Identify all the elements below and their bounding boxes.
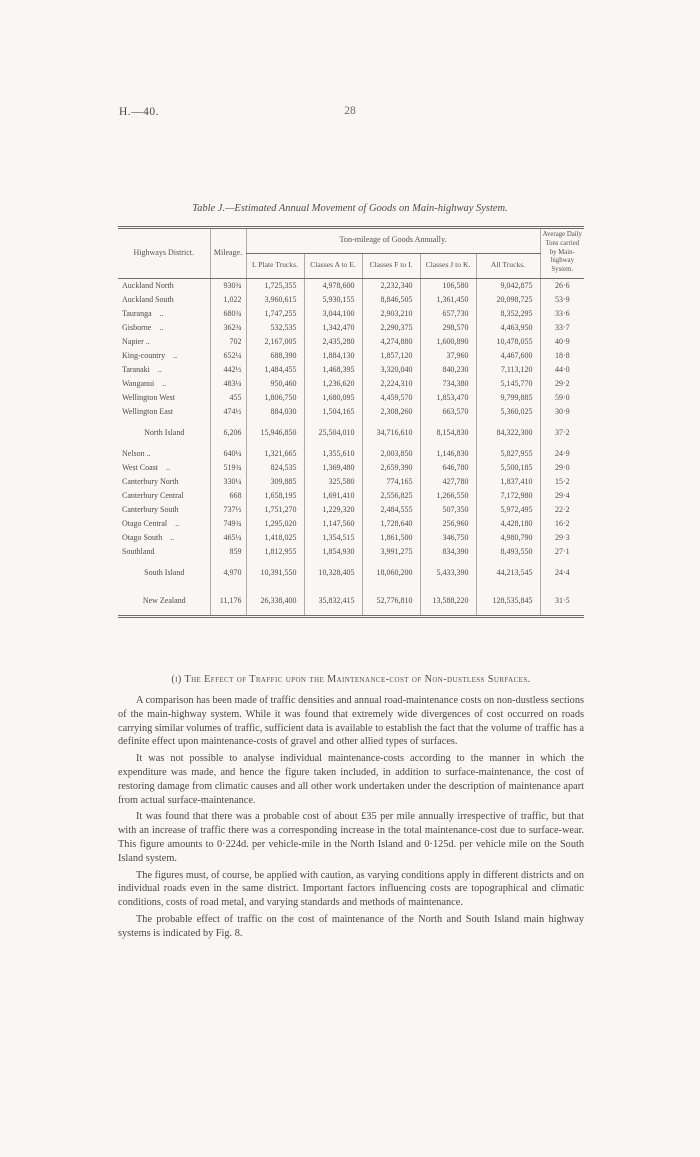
table-row	[118, 349, 584, 363]
table-row	[118, 335, 584, 349]
classes-f-to-i-cell: 2,903,210	[362, 307, 420, 321]
classes-f-to-i-cell: 2,484,555	[362, 503, 420, 517]
district-cell: Southland	[122, 547, 155, 557]
average-daily-tons-cell: 29·3	[540, 531, 584, 545]
l-plate-trucks-cell: 1,418,025	[246, 531, 304, 545]
district-cell: Otago South ..	[122, 533, 175, 543]
table-row	[118, 391, 584, 405]
mileage-cell: 474½	[210, 405, 246, 419]
table-total-row	[118, 587, 584, 617]
classes-a-to-e-cell: 1,342,470	[304, 321, 362, 335]
district-cell: Nelson ..	[122, 449, 151, 459]
district-cell: King-country ..	[122, 351, 178, 361]
average-daily-tons-cell: 59·0	[540, 391, 584, 405]
classes-j-to-k-cell: 256,960	[420, 517, 476, 531]
col-header-classes-f-to-i: Classes F to I.	[362, 254, 420, 279]
table-row	[118, 293, 584, 307]
average-daily-tons-cell: 15·2	[540, 475, 584, 489]
mileage-cell: 1,022	[210, 293, 246, 307]
mileage-cell: 737½	[210, 503, 246, 517]
district-cell: Tauranga ..	[122, 309, 164, 319]
classes-j-to-k-cell: 8,154,830	[420, 419, 476, 447]
classes-a-to-e-cell: 1,468,395	[304, 363, 362, 377]
average-daily-tons-cell: 37·2	[540, 419, 584, 447]
classes-f-to-i-cell: 2,659,390	[362, 461, 420, 475]
classes-f-to-i-cell: 8,846,505	[362, 293, 420, 307]
page-number: 28	[344, 105, 356, 117]
classes-a-to-e-cell: 1,884,130	[304, 349, 362, 363]
l-plate-trucks-cell: 1,812,955	[246, 545, 304, 559]
all-trucks-cell: 44,213,545	[476, 559, 540, 587]
l-plate-trucks-cell: 1,751,270	[246, 503, 304, 517]
average-daily-tons-cell: 40·9	[540, 335, 584, 349]
col-header-average-daily-tons: Average Daily Tons carried by Main-highway System.	[540, 228, 584, 279]
mileage-cell: 859	[210, 545, 246, 559]
classes-f-to-i-cell: 1,861,500	[362, 531, 420, 545]
l-plate-trucks-cell: 1,321,665	[246, 447, 304, 461]
l-plate-trucks-cell: 884,030	[246, 405, 304, 419]
all-trucks-cell: 4,428,180	[476, 517, 540, 531]
mileage-cell: 749¾	[210, 517, 246, 531]
table-row	[118, 307, 584, 321]
district-cell: Otago Central ..	[122, 519, 180, 529]
table-row	[118, 475, 584, 489]
l-plate-trucks-cell: 309,885	[246, 475, 304, 489]
body-paragraph: It was not possible to analyse individual maintenance-costs according to the manner in which the expenditure was made, and hence the figure taken included, in addition to surface-maintenance, the cost of restoring damage from climatic causes and all other work undertaken under the description of maintenance apart from actual surface-maintenance.	[118, 753, 584, 806]
district-cell: Wellington East	[122, 407, 174, 417]
average-daily-tons-cell: 27·1	[540, 545, 584, 559]
average-daily-tons-cell: 29·4	[540, 489, 584, 503]
all-trucks-cell: 8,352,295	[476, 307, 540, 321]
average-daily-tons-cell: 22·2	[540, 503, 584, 517]
district-cell: South Island	[144, 568, 185, 578]
mileage-cell: 930¾	[210, 279, 246, 294]
l-plate-trucks-cell: 1,295,020	[246, 517, 304, 531]
table-row	[118, 503, 584, 517]
classes-j-to-k-cell: 5,433,390	[420, 559, 476, 587]
classes-a-to-e-cell: 1,369,480	[304, 461, 362, 475]
classes-j-to-k-cell: 13,588,220	[420, 587, 476, 617]
classes-a-to-e-cell: 1,236,620	[304, 377, 362, 391]
table-row	[118, 377, 584, 391]
classes-j-to-k-cell: 507,350	[420, 503, 476, 517]
district-cell: Taranaki ..	[122, 365, 162, 375]
l-plate-trucks-cell: 15,946,850	[246, 419, 304, 447]
table-row	[118, 447, 584, 461]
classes-a-to-e-cell: 4,978,600	[304, 279, 362, 294]
average-daily-tons-cell: 26·6	[540, 279, 584, 294]
classes-f-to-i-cell: 4,459,570	[362, 391, 420, 405]
classes-a-to-e-cell: 325,580	[304, 475, 362, 489]
average-daily-tons-cell: 24·9	[540, 447, 584, 461]
mileage-cell: 465¼	[210, 531, 246, 545]
table-title: Table J.—Estimated Annual Movement of Goods on Main-highway System.	[192, 203, 508, 214]
district-cell: Canterbury North	[122, 477, 179, 487]
section-heading: (i) The Effect of Traffic upon the Maintenance-cost of Non-dustless Surfaces.	[171, 674, 531, 685]
l-plate-trucks-cell: 2,167,005	[246, 335, 304, 349]
mileage-cell: 11,176	[210, 587, 246, 617]
all-trucks-cell: 1,837,410	[476, 475, 540, 489]
table-row	[118, 489, 584, 503]
classes-a-to-e-cell: 35,832,415	[304, 587, 362, 617]
table-row	[118, 545, 584, 559]
table-row	[118, 363, 584, 377]
mileage-cell: 519¾	[210, 461, 246, 475]
average-daily-tons-cell: 30·9	[540, 405, 584, 419]
col-header-l-plate-trucks: L Plate Trucks.	[246, 254, 304, 279]
mileage-cell: 455	[210, 391, 246, 405]
report-number: H.—40.	[119, 106, 160, 118]
l-plate-trucks-cell: 532,535	[246, 321, 304, 335]
body-paragraph: A comparison has been made of traffic densities and annual road-maintenance costs on non-dustless sections of the main-highway system. While it was found that extremely wide divergences of cost occurred on roads carrying similar volumes of traffic, sufficient data is available to establish the fact that the volume of traffic has a definite effect upon maintenance-costs of gravel and other allied types of surfaces.	[118, 695, 584, 748]
classes-a-to-e-cell: 2,435,280	[304, 335, 362, 349]
table-row	[118, 321, 584, 335]
classes-f-to-i-cell: 34,716,610	[362, 419, 420, 447]
mileage-cell: 483¼	[210, 377, 246, 391]
mileage-cell: 652¼	[210, 349, 246, 363]
district-cell: West Coast ..	[122, 463, 171, 473]
average-daily-tons-cell: 29·2	[540, 377, 584, 391]
classes-a-to-e-cell: 25,504,010	[304, 419, 362, 447]
l-plate-trucks-cell: 688,390	[246, 349, 304, 363]
mileage-cell: 4,970	[210, 559, 246, 587]
classes-j-to-k-cell: 37,960	[420, 349, 476, 363]
average-daily-tons-cell: 29·0	[540, 461, 584, 475]
all-trucks-cell: 8,493,550	[476, 545, 540, 559]
average-daily-tons-cell: 33·7	[540, 321, 584, 335]
mileage-cell: 6,206	[210, 419, 246, 447]
average-daily-tons-cell: 53·9	[540, 293, 584, 307]
classes-a-to-e-cell: 1,147,560	[304, 517, 362, 531]
classes-j-to-k-cell: 1,853,470	[420, 391, 476, 405]
classes-f-to-i-cell: 2,308,260	[362, 405, 420, 419]
table-total-row	[118, 559, 584, 587]
body-paragraph: It was found that there was a probable cost of about £35 per mile annually irrespective of traffic, but that with an increase of traffic there was a corresponding increase in the total maintenance-cost due to surface-wear. This figure amounts to 0·224d. per vehicle-mile in the North Island and 0·125d. per vehicle mile on the South Island system.	[118, 811, 584, 864]
l-plate-trucks-cell: 1,747,255	[246, 307, 304, 321]
all-trucks-cell: 4,980,790	[476, 531, 540, 545]
classes-j-to-k-cell: 657,730	[420, 307, 476, 321]
classes-j-to-k-cell: 346,750	[420, 531, 476, 545]
col-header-ton-mileage: Ton-mileage of Goods Annually.	[246, 228, 540, 254]
classes-a-to-e-cell: 1,504,165	[304, 405, 362, 419]
classes-f-to-i-cell: 1,728,640	[362, 517, 420, 531]
average-daily-tons-cell: 18·8	[540, 349, 584, 363]
mileage-cell: 680¾	[210, 307, 246, 321]
district-cell: Napier ..	[122, 337, 150, 347]
classes-f-to-i-cell: 1,857,120	[362, 349, 420, 363]
average-daily-tons-cell: 33·6	[540, 307, 584, 321]
l-plate-trucks-cell: 3,960,615	[246, 293, 304, 307]
classes-f-to-i-cell: 4,274,880	[362, 335, 420, 349]
classes-a-to-e-cell: 5,930,155	[304, 293, 362, 307]
average-daily-tons-cell: 44·0	[540, 363, 584, 377]
classes-j-to-k-cell: 1,266,550	[420, 489, 476, 503]
mileage-cell: 330¼	[210, 475, 246, 489]
classes-j-to-k-cell: 840,230	[420, 363, 476, 377]
all-trucks-cell: 9,042,875	[476, 279, 540, 294]
col-header-classes-a-to-e: Classes A to E.	[304, 254, 362, 279]
classes-f-to-i-cell: 3,991,275	[362, 545, 420, 559]
goods-table	[118, 226, 584, 618]
classes-j-to-k-cell: 106,580	[420, 279, 476, 294]
district-cell: Auckland South	[122, 295, 174, 305]
all-trucks-cell: 4,463,950	[476, 321, 540, 335]
body-text	[118, 694, 584, 941]
col-header-all-trucks: All Trucks.	[476, 254, 540, 279]
all-trucks-cell: 4,467,600	[476, 349, 540, 363]
district-cell: New Zealand	[142, 596, 186, 606]
classes-a-to-e-cell: 1,229,320	[304, 503, 362, 517]
col-header-classes-j-to-k: Classes J to K.	[420, 254, 476, 279]
classes-f-to-i-cell: 3,320,040	[362, 363, 420, 377]
mileage-cell: 702	[210, 335, 246, 349]
classes-a-to-e-cell: 1,354,515	[304, 531, 362, 545]
classes-f-to-i-cell: 2,003,850	[362, 447, 420, 461]
classes-f-to-i-cell: 2,556,825	[362, 489, 420, 503]
mileage-cell: 362¾	[210, 321, 246, 335]
all-trucks-cell: 5,500,185	[476, 461, 540, 475]
classes-j-to-k-cell: 298,570	[420, 321, 476, 335]
classes-j-to-k-cell: 834,390	[420, 545, 476, 559]
l-plate-trucks-cell: 1,806,750	[246, 391, 304, 405]
mileage-cell: 640¼	[210, 447, 246, 461]
mileage-cell: 442½	[210, 363, 246, 377]
classes-j-to-k-cell: 663,570	[420, 405, 476, 419]
all-trucks-cell: 5,972,495	[476, 503, 540, 517]
body-paragraph: The figures must, of course, be applied with caution, as varying conditions apply in different districts and on individual roads even in the same district. Important factors influencing costs are topographical and climatic conditions, costs of road metal, and varying standards and methods of maintenance.	[118, 869, 584, 909]
table-row	[118, 461, 584, 475]
classes-j-to-k-cell: 646,780	[420, 461, 476, 475]
all-trucks-cell: 5,145,770	[476, 377, 540, 391]
classes-j-to-k-cell: 1,361,450	[420, 293, 476, 307]
classes-j-to-k-cell: 1,146,830	[420, 447, 476, 461]
table-header-row	[118, 228, 584, 254]
classes-f-to-i-cell: 2,232,340	[362, 279, 420, 294]
classes-f-to-i-cell: 18,060,200	[362, 559, 420, 587]
all-trucks-cell: 5,360,025	[476, 405, 540, 419]
l-plate-trucks-cell: 26,338,400	[246, 587, 304, 617]
average-daily-tons-cell: 31·5	[540, 587, 584, 617]
l-plate-trucks-cell: 1,725,355	[246, 279, 304, 294]
average-daily-tons-cell: 24·4	[540, 559, 584, 587]
district-cell: Wellington West	[122, 393, 176, 403]
average-daily-tons-cell: 16·2	[540, 517, 584, 531]
classes-f-to-i-cell: 2,224,310	[362, 377, 420, 391]
district-cell: Auckland North	[122, 281, 174, 291]
classes-a-to-e-cell: 1,854,930	[304, 545, 362, 559]
l-plate-trucks-cell: 1,484,455	[246, 363, 304, 377]
all-trucks-cell: 20,098,725	[476, 293, 540, 307]
l-plate-trucks-cell: 10,391,550	[246, 559, 304, 587]
classes-a-to-e-cell: 10,328,405	[304, 559, 362, 587]
district-cell: Wanganui ..	[122, 379, 167, 389]
district-cell: North Island	[144, 428, 185, 438]
district-cell: Canterbury South	[122, 505, 179, 515]
classes-a-to-e-cell: 3,044,100	[304, 307, 362, 321]
table-row	[118, 405, 584, 419]
classes-a-to-e-cell: 1,355,610	[304, 447, 362, 461]
classes-j-to-k-cell: 734,380	[420, 377, 476, 391]
all-trucks-cell: 9,799,885	[476, 391, 540, 405]
col-header-mileage: Mileage.	[210, 228, 246, 279]
table-row	[118, 531, 584, 545]
district-cell: Gisborne ..	[122, 323, 164, 333]
table-body	[118, 279, 584, 617]
classes-a-to-e-cell: 1,680,095	[304, 391, 362, 405]
classes-f-to-i-cell: 52,776,810	[362, 587, 420, 617]
l-plate-trucks-cell: 824,535	[246, 461, 304, 475]
l-plate-trucks-cell: 1,658,195	[246, 489, 304, 503]
table-total-row	[118, 419, 584, 447]
table-row	[118, 517, 584, 531]
all-trucks-cell: 84,322,300	[476, 419, 540, 447]
classes-f-to-i-cell: 774,165	[362, 475, 420, 489]
district-cell: Canterbury Central	[122, 491, 184, 501]
classes-f-to-i-cell: 2,290,375	[362, 321, 420, 335]
l-plate-trucks-cell: 950,460	[246, 377, 304, 391]
all-trucks-cell: 7,172,980	[476, 489, 540, 503]
running-head	[0, 106, 700, 122]
classes-j-to-k-cell: 1,600,890	[420, 335, 476, 349]
all-trucks-cell: 7,113,120	[476, 363, 540, 377]
table-row	[118, 279, 584, 294]
all-trucks-cell: 5,827,955	[476, 447, 540, 461]
col-header-district: Highways District.	[118, 228, 210, 279]
classes-j-to-k-cell: 427,780	[420, 475, 476, 489]
all-trucks-cell: 10,478,055	[476, 335, 540, 349]
body-paragraph: The probable effect of traffic on the cost of maintenance of the North and South Island main highway systems is indicated by Fig. 8.	[118, 913, 584, 939]
classes-a-to-e-cell: 1,691,410	[304, 489, 362, 503]
all-trucks-cell: 128,535,845	[476, 587, 540, 617]
text-block	[118, 674, 584, 944]
mileage-cell: 668	[210, 489, 246, 503]
